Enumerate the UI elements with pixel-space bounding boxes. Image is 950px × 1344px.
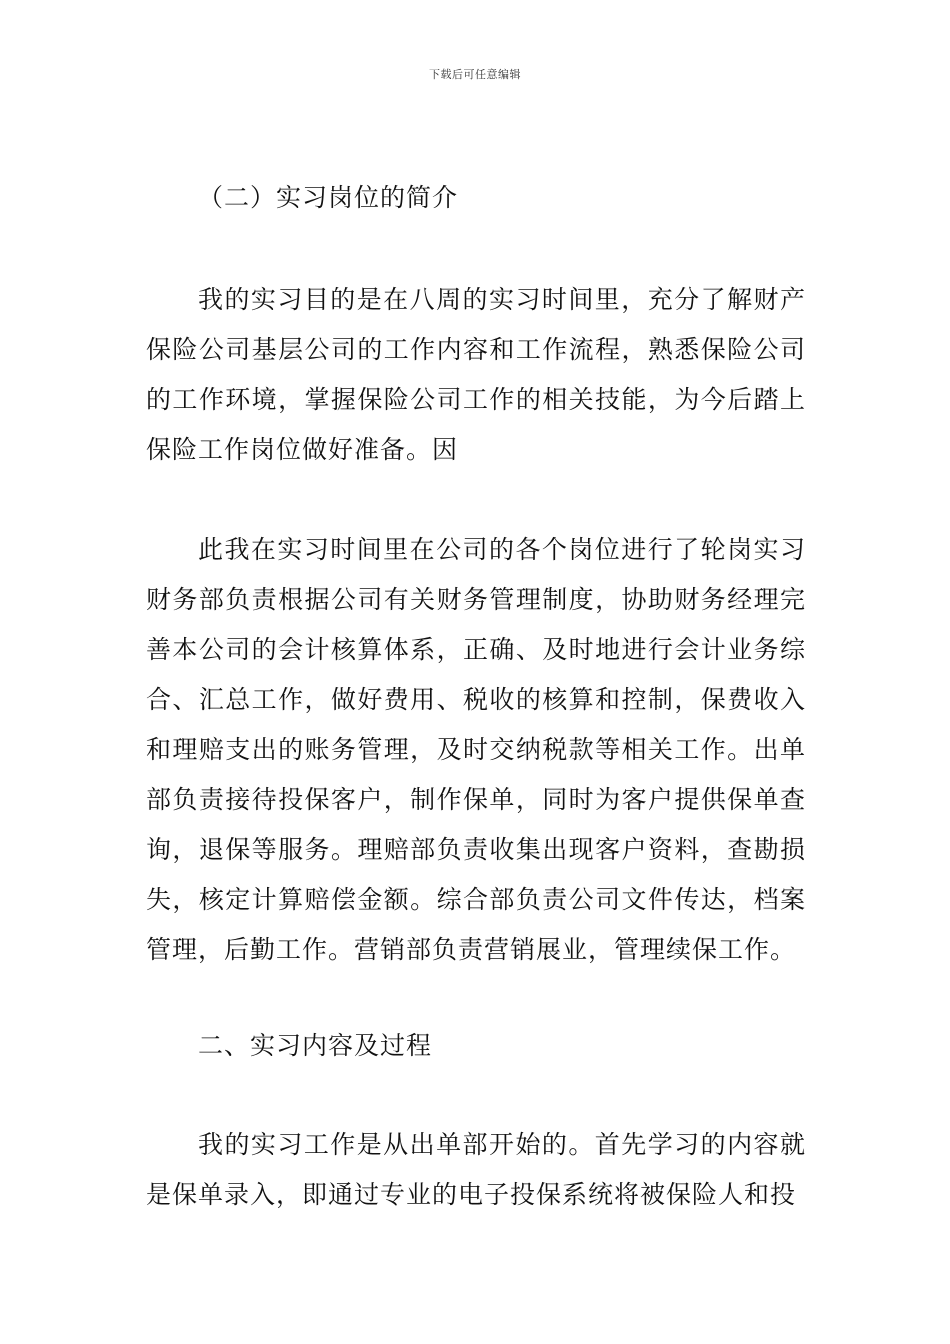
section-heading-job-intro: （二）实习岗位的简介 (198, 183, 459, 212)
paragraph-internship-purpose: 我的实习目的是在八周的实习时间里，充分了解财产保险公司基层公司的工作内容和工作流程，熟悉保险公司的工作环境，掌握保险公司工作的相关技能，为今后踏上保险工作岗位做好准备。因 (146, 285, 806, 464)
header-note: 下载后可任意编辑 (429, 68, 521, 81)
paragraph-work-start: 我的实习工作是从出单部开始的。首先学习的内容就是保单录入，即通过专业的电子投保系统将被保险人和投 (146, 1130, 806, 1209)
paragraph-department-rotation: 此我在实习时间里在公司的各个岗位进行了轮岗实习财务部负责根据公司有关财务管理制度，协助财务经理完善本公司的会计核算体系，正确、及时地进行会计业务综合、汇总工作，做好费用、税收的核算和控制，保费收入和理赔支出的账务管理，及时交纳税款等相关工作。出单部负责接待投保客户，制作保单，同时为客户提供保单查询，退保等服务。理赔部负责收集出现客户资料，查勘损失，核定计算赔偿金额。综合部负责公司文件传达，档案管理，后勤工作。营销部负责营销展业，管理续保工作。 (146, 535, 806, 964)
section-heading-content-process: 二、实习内容及过程 (198, 1031, 433, 1060)
